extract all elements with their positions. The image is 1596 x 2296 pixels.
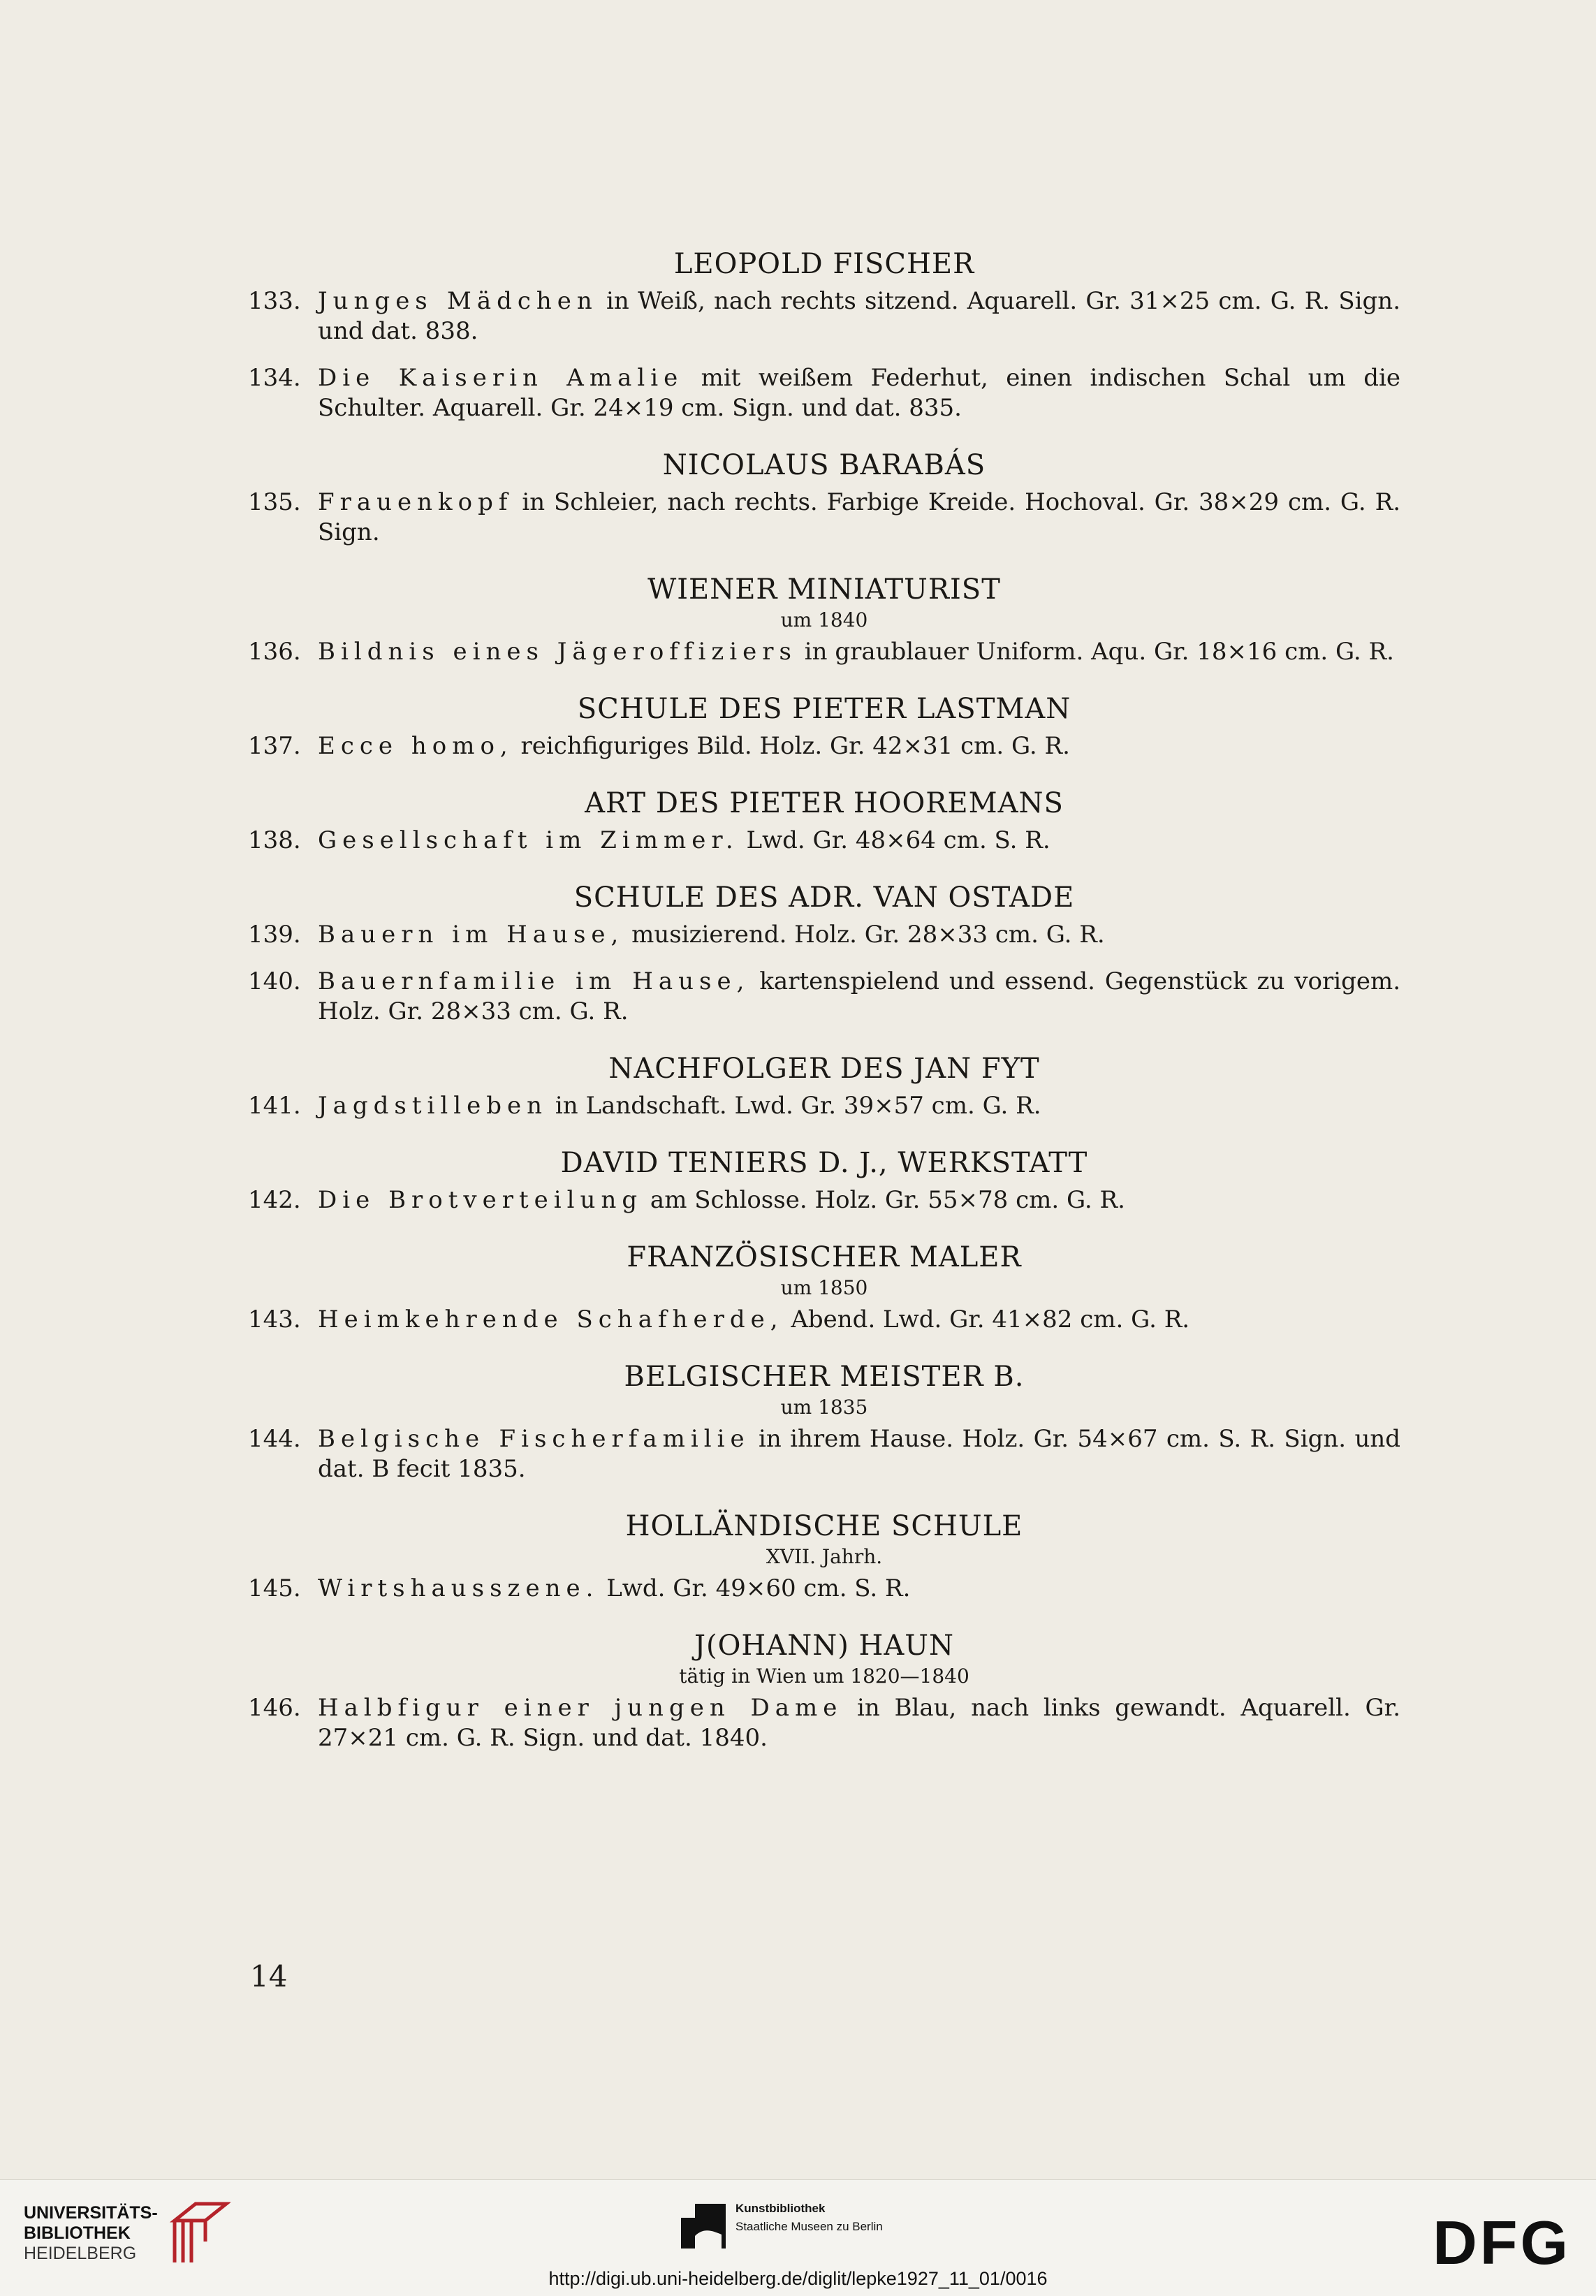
permalink-url[interactable]: http://digi.ub.uni-heidelberg.de/diglit/lepke1927_11_01/0016 xyxy=(548,2268,1048,2289)
kb-line-1: Kunstbibliothek xyxy=(735,2202,826,2215)
lot-title: Belgische Fischerfamilie xyxy=(318,1425,750,1453)
artist-heading: ART DES PIETER HOOREMANS xyxy=(585,787,1064,819)
kunstbibliothek-emblem-icon xyxy=(681,2200,726,2251)
catalog-entry xyxy=(248,826,1400,856)
lot-description: in Landschaft. Lwd. Gr. 39×57 cm. G. R. xyxy=(548,1092,1041,1120)
lot-description: in Blau, nach links gewandt. Aquarell. Gr. 27×21 cm. G. R. Sign. und dat. 1840. xyxy=(318,1694,1401,1752)
artist-heading: NICOLAUS BARABÁS xyxy=(662,449,986,481)
catalog-section xyxy=(248,246,1400,423)
catalog-content xyxy=(248,246,1400,1777)
lot-description: in Schleier, nach rechts. Farbige Kreide. Hochoval. Gr. 38×29 cm. G. R. Sign. xyxy=(318,488,1400,546)
artist-heading: DAVID TENIERS D. J., WERKSTATT xyxy=(560,1147,1088,1179)
catalog-entry xyxy=(248,920,1400,950)
lot-title: Die Brotverteilung xyxy=(318,1186,643,1214)
ub-heidelberg-logo[interactable] xyxy=(24,2200,230,2267)
lot-number: 137. xyxy=(248,732,301,760)
catalog-entry xyxy=(248,488,1400,548)
lot-title: Bauern im Hause, xyxy=(318,921,624,949)
kb-line-2: Staatliche Museen zu Berlin xyxy=(735,2220,883,2233)
lot-number: 146. xyxy=(248,1694,301,1722)
artist-heading: BELGISCHER MEISTER B. xyxy=(624,1361,1025,1393)
lot-description: mit weißem Federhut, einen indischen Schal um die Schulter. Aquarell. Gr. 24×19 cm. Sign. und dat. 835. xyxy=(318,364,1400,422)
lot-title: Jagdstilleben xyxy=(318,1092,548,1120)
catalog-section xyxy=(248,1239,1400,1335)
artist-heading: WIENER MINIATURIST xyxy=(647,573,1001,606)
lot-title: Heimkehrende Schafherde, xyxy=(318,1306,784,1333)
lot-number: 135. xyxy=(248,488,301,516)
lot-title: Bildnis eines Jägeroffiziers xyxy=(318,638,797,666)
artist-date: um 1840 xyxy=(780,608,868,631)
ub-line-3: HEIDELBERG xyxy=(24,2243,137,2263)
dfg-logo[interactable]: DFG xyxy=(1433,2208,1571,2277)
ub-line-1: UNIVERSITÄTS- xyxy=(24,2202,158,2223)
lot-title: Frauenkopf xyxy=(318,488,513,516)
catalog-entry xyxy=(248,1424,1400,1484)
lot-title: Wirtshausszene. xyxy=(318,1574,599,1602)
catalog-section xyxy=(248,1051,1400,1121)
catalog-entry xyxy=(248,1091,1400,1121)
catalog-section xyxy=(248,785,1400,856)
lot-title: Bauernfamilie im Hause, xyxy=(318,967,750,995)
artist-heading: FRANZÖSISCHER MALER xyxy=(627,1241,1022,1273)
lot-number: 141. xyxy=(248,1092,301,1120)
catalog-entry xyxy=(248,637,1400,667)
lot-number: 143. xyxy=(248,1306,301,1333)
artist-heading: J(OHANN) HAUN xyxy=(694,1630,954,1662)
lot-number: 138. xyxy=(248,826,301,854)
artist-heading: HOLLÄNDISCHE SCHULE xyxy=(625,1510,1023,1542)
lot-description: in ihrem Hause. Holz. Gr. 54×67 cm. S. R. Sign. und dat. B fecit 1835. xyxy=(318,1425,1400,1483)
artist-date: um 1850 xyxy=(780,1276,868,1299)
lot-title: Junges Mädchen xyxy=(318,287,598,315)
lot-description: reichfiguriges Bild. Holz. Gr. 42×31 cm. G. R. xyxy=(513,732,1070,760)
artist-date: XVII. Jahrh. xyxy=(766,1545,883,1568)
lot-title: Gesellschaft im Zimmer. xyxy=(318,826,739,854)
artist-heading: SCHULE DES PIETER LASTMAN xyxy=(577,693,1071,725)
lot-description: Lwd. Gr. 48×64 cm. S. R. xyxy=(738,826,1050,854)
catalog-entry xyxy=(248,286,1400,346)
lot-title: Ecce homo, xyxy=(318,732,513,760)
viewer-footer xyxy=(0,2179,1596,2296)
lot-number: 133. xyxy=(248,287,301,315)
lot-description: musizierend. Holz. Gr. 28×33 cm. G. R. xyxy=(624,921,1105,949)
catalog-section xyxy=(248,691,1400,761)
catalog-entry xyxy=(248,731,1400,761)
lot-number: 136. xyxy=(248,638,301,666)
ub-logo-text xyxy=(24,2203,158,2264)
catalog-entry xyxy=(248,1305,1400,1335)
catalog-entry xyxy=(248,1693,1400,1753)
lot-number: 140. xyxy=(248,967,301,995)
lot-title: Halbfigur einer jungen Dame xyxy=(318,1694,843,1722)
lot-description: in graublauer Uniform. Aqu. Gr. 18×16 cm. G. R. xyxy=(796,638,1394,666)
lot-description: am Schlosse. Holz. Gr. 55×78 cm. G. R. xyxy=(643,1186,1125,1214)
catalog-section xyxy=(248,1359,1400,1484)
artist-date: tätig in Wien um 1820—1840 xyxy=(679,1665,969,1688)
catalog-section xyxy=(248,879,1400,1027)
catalog-entry xyxy=(248,1185,1400,1215)
ub-emblem-icon xyxy=(168,2200,230,2267)
catalog-section xyxy=(248,1145,1400,1215)
lot-number: 134. xyxy=(248,364,301,392)
artist-heading: LEOPOLD FISCHER xyxy=(673,248,975,280)
catalog-entry xyxy=(248,1574,1400,1604)
artist-heading: NACHFOLGER DES JAN FYT xyxy=(608,1053,1040,1085)
page-number: 14 xyxy=(250,1959,288,1994)
lot-description: Lwd. Gr. 49×60 cm. S. R. xyxy=(599,1574,911,1602)
ub-line-2: BIBLIOTHEK xyxy=(24,2223,131,2243)
catalog-section xyxy=(248,1628,1400,1753)
catalog-section xyxy=(248,1508,1400,1604)
lot-number: 142. xyxy=(248,1186,301,1214)
catalog-entry xyxy=(248,363,1400,423)
lot-description: in Weiß, nach rechts sitzend. Aquarell. Gr. 31×25 cm. G. R. Sign. und dat. 838. xyxy=(318,287,1400,345)
lot-number: 139. xyxy=(248,921,301,949)
lot-number: 145. xyxy=(248,1574,301,1602)
catalog-section xyxy=(248,571,1400,667)
catalog-entry xyxy=(248,967,1400,1027)
artist-date: um 1835 xyxy=(780,1396,868,1419)
lot-number: 144. xyxy=(248,1425,301,1453)
lot-title: Die Kaiserin Amalie xyxy=(318,364,684,392)
kunstbibliothek-text xyxy=(735,2200,883,2236)
lot-description: Abend. Lwd. Gr. 41×82 cm. G. R. xyxy=(783,1306,1190,1333)
artist-heading: SCHULE DES ADR. VAN OSTADE xyxy=(573,882,1075,914)
catalog-section xyxy=(248,447,1400,548)
kunstbibliothek-logo[interactable] xyxy=(681,2200,883,2251)
lot-description: kartenspielend und essend. Gegenstück zu vorigem. Holz. Gr. 28×33 cm. G. R. xyxy=(318,967,1401,1025)
